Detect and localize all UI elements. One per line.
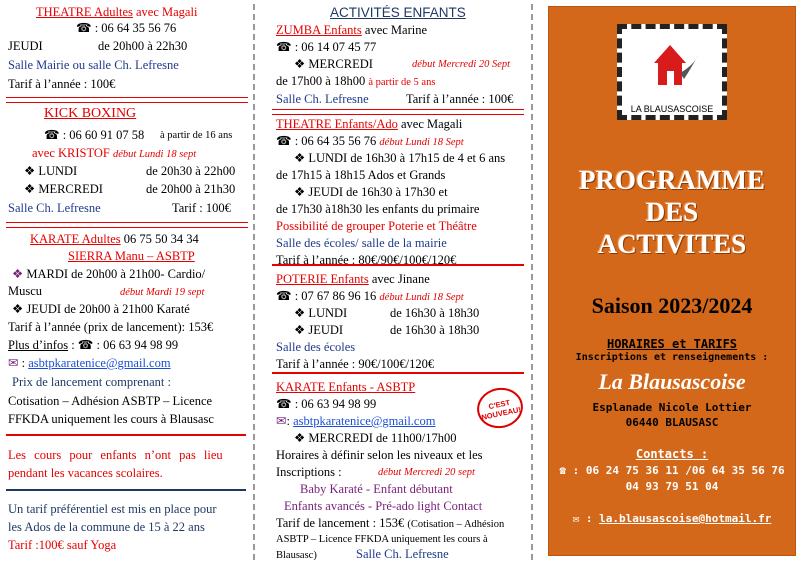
mail-icon: ✉ <box>8 356 19 370</box>
association-name: La Blausascoise <box>598 369 746 394</box>
karate-adult-start: début Mardi 19 sept <box>120 287 205 298</box>
pottery-time-2: de 16h30 à 18h30 <box>390 323 480 337</box>
karate-kids-email-row: ✉: asbtpkaratenice@gmail.com <box>276 414 436 428</box>
karate-kids-line-3: Inscriptions : <box>276 465 342 479</box>
karate-kids-line-1: ❖ MERCREDI de 11h00/17h00 <box>294 431 457 445</box>
theatre-adult-day: JEUDI <box>8 39 43 53</box>
theatre-kids-phone-row: ☎ : 06 64 35 56 76 début Lundi 18 Sept <box>276 134 464 148</box>
karate-kids-line-8: Blausasc) <box>276 550 317 561</box>
divider <box>272 264 524 266</box>
theatre-adult-time: de 20h00 à 22h30 <box>98 39 188 53</box>
zumba-phone: ☎ : 06 14 07 45 77 <box>276 40 377 54</box>
kickboxing-day-2: ❖ MERCREDI <box>24 182 103 196</box>
theatre-adult-phone: ☎ : 06 64 35 56 76 <box>76 21 177 35</box>
address-line-1: Esplanade Nicole Lottier <box>592 401 752 414</box>
divider <box>272 109 524 115</box>
pottery-heading: POTERIE Enfants avec Jinane <box>276 272 430 286</box>
karate-adult-prix: Prix de lancement comprenant : <box>12 375 171 389</box>
pottery-day-1: ❖ LUNDI <box>294 306 348 320</box>
divider <box>6 434 246 436</box>
karate-kids-line-4: Baby Karaté - Enfant débutant <box>300 482 453 496</box>
pottery-phone-row: ☎ : 07 67 86 96 16 début Lundi 18 Sept <box>276 289 464 303</box>
karate-kids-place: Salle Ch. Lefresne <box>356 547 449 561</box>
note-holidays-2: pendant les vacances scolaires. <box>8 466 163 480</box>
karate-kids-heading: KARATE Enfants - ASBTP <box>276 380 416 394</box>
logo <box>617 24 727 120</box>
zumba-heading: ZUMBA Enfants avec Marine <box>276 23 428 37</box>
karate-kids-line-7: ASBTP – Licence FFKDA uniquement les cours à <box>276 534 488 545</box>
kickboxing-tarif: Tarif : 100€ <box>172 201 231 215</box>
divider <box>6 222 248 228</box>
fold-line <box>531 4 533 560</box>
note-holidays-1: Les cours pour enfants n’ont pas lieu <box>8 448 223 462</box>
karate-kids-line-5: Enfants avancés - Pré-ado light Contact <box>284 499 483 513</box>
kickboxing-place: Salle Ch. Lefresne <box>8 201 101 215</box>
divider <box>272 372 524 374</box>
note-ados-2: les Ados de la commune de 15 à 22 ans <box>8 520 205 534</box>
karate-adult-cotis-2: FFKDA uniquement les cours à Blausasc <box>8 412 214 426</box>
title-activites: ACTIVITES <box>597 229 747 259</box>
zumba-day: ❖ MERCREDI <box>294 57 373 71</box>
karate-kids-line-6: Tarif de lancement : 153€ (Cotisation – Adhésion <box>276 516 505 530</box>
cover-panel <box>548 6 796 556</box>
kickboxing-time-2: de 20h00 à 21h30 <box>146 182 236 196</box>
contact-email-link[interactable]: la.blausascoise@hotmail.fr <box>599 512 772 525</box>
theatre-kids-line-3: ❖ JEUDI de 16h30 à 17h30 et <box>294 185 448 199</box>
theatre-kids-heading: THEATRE Enfants/Ado avec Magali <box>276 117 463 131</box>
karate-adult-info: Plus d’infos : ☎ : 06 63 94 98 99 <box>8 338 179 352</box>
theatre-kids-line-2: de 17h15 à 18h15 Ados et Grands <box>276 168 446 182</box>
karate-adult-tarif: Tarif à l’année (prix de lancement): 153€ <box>8 320 214 334</box>
kids-activities-header: ACTIVITÉS ENFANTS <box>330 5 466 20</box>
contact-phones-1: ☎ : 06 24 75 36 11 /06 64 35 56 76 <box>559 464 785 477</box>
karate-adult-tuesday: ❖ MARDI de 20h00 à 21h00- Cardio/ <box>12 267 206 281</box>
theatre-kids-line-5: Possibilité de grouper Poterie et Théâtre <box>276 219 477 233</box>
karate-adult-thursday: ❖ JEUDI de 20h00 à 21h00 Karaté <box>12 302 190 316</box>
divider <box>6 97 248 103</box>
karate-kids-email-link[interactable]: asbtpkaratenice@gmail.com <box>293 414 436 428</box>
contacts-label: Contacts : <box>635 447 709 461</box>
kickboxing-coach: avec KRISTOF début Lundi 18 sept <box>32 146 197 160</box>
karate-kids-phone: ☎ : 06 63 94 98 99 <box>276 397 377 411</box>
mail-icon: ✉ <box>276 414 287 428</box>
karate-adult-muscu: Muscu <box>8 284 43 298</box>
karate-adult-email-row: ✉ : asbtpkaratenice@gmail.com <box>8 356 171 370</box>
karate-adult-email-link[interactable]: asbtpkaratenice@gmail.com <box>28 356 171 370</box>
theatre-kids-line-1: ❖ LUNDI de 16h30 à 17h15 de 4 et 6 ans <box>294 151 506 165</box>
theatre-kids-place: Salle des écoles/ salle de la mairie <box>276 236 447 250</box>
house-icon <box>622 35 722 97</box>
fold-line <box>253 4 255 560</box>
note-ados-1: Un tarif préférentiel est mis en place pour <box>8 502 217 516</box>
zumba-time-row: de 17h00 à 18h00 à partir de 5 ans <box>276 74 436 88</box>
pottery-time-1: de 16h30 à 18h30 <box>390 306 480 320</box>
zumba-place: Salle Ch. Lefresne <box>276 92 369 106</box>
title-programme: PROGRAMME <box>579 165 765 195</box>
karate-kids-line-2: Horaires à définir selon les niveaux et les <box>276 448 483 462</box>
zumba-start: début Mercredi 20 Sept <box>412 59 511 70</box>
kickboxing-heading: KICK BOXING <box>44 106 137 121</box>
pottery-tarif: Tarif à l’année : 90€/100€/120€ <box>276 357 435 371</box>
inscriptions-label: Inscriptions et renseignements : <box>575 352 769 363</box>
pottery-place: Salle des écoles <box>276 340 356 354</box>
karate-adult-cotis-1: Cotisation – Adhésion ASBTP – Licence <box>8 394 213 408</box>
contact-email-row: ✉ : la.blausascoise@hotmail.fr <box>572 512 772 525</box>
address-line-2: 06440 BLAUSASC <box>625 416 719 429</box>
new-sticker: C'EST NOUVEAU! <box>473 384 526 433</box>
theatre-adult-heading: THEATRE Adultes avec Magali <box>36 5 198 19</box>
pottery-day-2: ❖ JEUDI <box>294 323 344 337</box>
kickboxing-day-1: ❖ LUNDI <box>24 164 78 178</box>
contact-phones-2: 04 93 79 51 04 <box>625 480 719 493</box>
zumba-tarif: Tarif à l’année : 100€ <box>406 92 514 106</box>
theatre-kids-line-4: de 17h30 à18h30 les enfants du primaire <box>276 202 480 216</box>
karate-kids-start: début Mercredi 20 sept <box>378 467 475 478</box>
kickboxing-time-1: de 20h30 à 22h00 <box>146 164 236 178</box>
kickboxing-age: à partir de 16 ans <box>160 130 233 141</box>
title-des: DES <box>645 197 699 227</box>
theatre-adult-tarif: Tarif à l’année : 100€ <box>8 77 116 91</box>
theatre-kids-tarif: Tarif à l’année : 80€/90€/100€/120€ <box>276 253 457 267</box>
season: Saison 2023/2024 <box>591 293 753 318</box>
phone-icon: ☎ <box>559 464 567 477</box>
kickboxing-phone: ☎ : 06 60 91 07 58 <box>44 128 145 142</box>
horaires-tarifs: HORAIRES et TARIFS <box>606 337 738 351</box>
mail-icon: ✉ <box>572 512 580 525</box>
note-ados-3: Tarif :100€ sauf Yoga <box>8 538 117 552</box>
divider <box>6 489 246 491</box>
karate-adult-coach: SIERRA Manu – ASBTP <box>68 249 195 263</box>
theatre-adult-place: Salle Mairie ou salle Ch. Lefresne <box>8 58 179 72</box>
logo-text: LA BLAUSASCOISE <box>630 104 714 114</box>
karate-adult-heading: KARATE Adultes 06 75 50 34 34 <box>30 232 199 246</box>
